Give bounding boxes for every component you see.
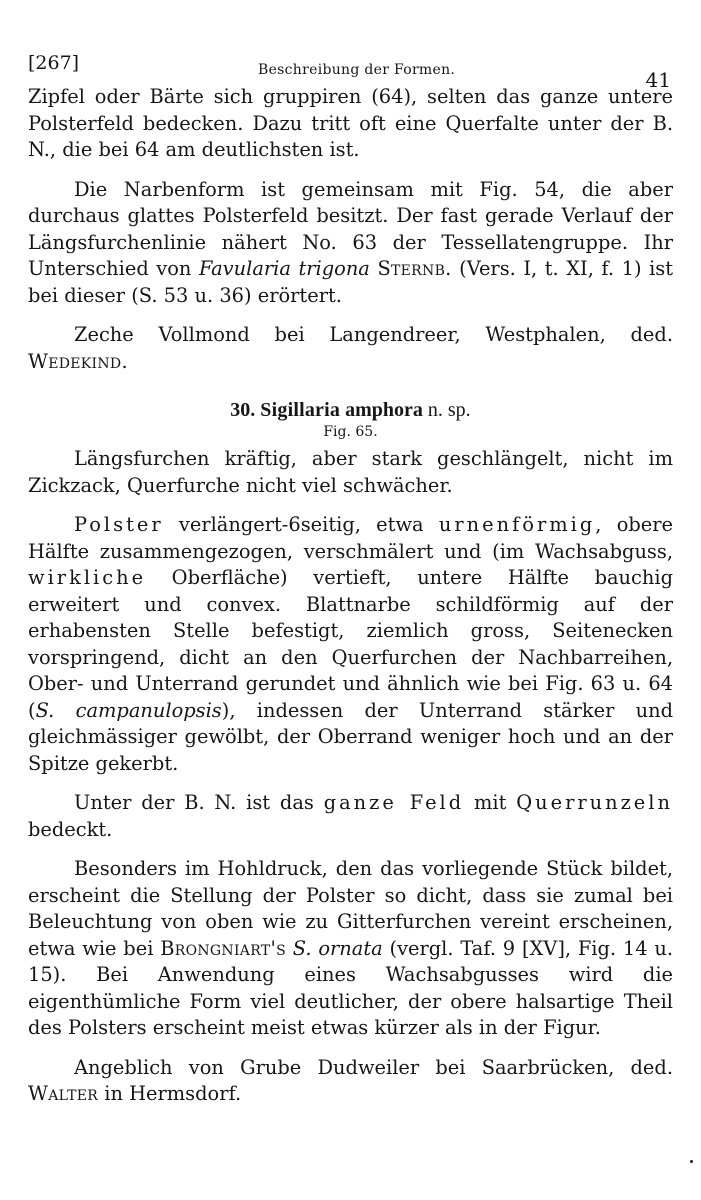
spaced-term: ganze Feld bbox=[323, 791, 465, 814]
paragraph-laengsfurchen: Längsfurchen kräftig, aber stark geschlängelt, nicht im Zickzack, Querfurche nicht viel schwächer. bbox=[28, 447, 673, 497]
speck-mark bbox=[690, 1160, 693, 1163]
paragraph-hohldruck bbox=[28, 856, 673, 1042]
paragraph-text: verlängert-6seitig, etwa bbox=[163, 513, 439, 536]
section-heading bbox=[28, 399, 673, 422]
paragraph-polster bbox=[28, 512, 673, 777]
paragraph-text: Oberfläche) vertieft, untere Hälfte bauchig erweitert und convex. Blattnarbe schildförmig auf der erhabensten Stelle befestigt, ziemlich gross, Seitenecken vorspringend, dicht an den Querfurchen der Nachbarreihen, Ober- und Unterrand gerundet und ähnlich wie bei Fig. 63 u. 64 ( bbox=[28, 566, 673, 722]
paragraph-fundort bbox=[28, 1055, 673, 1108]
spaced-term: wirkliche bbox=[28, 566, 147, 589]
paragraph-text: (vergl. Taf. 9 [XV], Fig. 14 u. 15). Bei Anwendung eines Wachsabgusses wird die eigenthümliche Form viel deutlicher, der obere halsartige Theil des Polsters erscheint meist etwas kürzer als in der Figur. bbox=[28, 936, 674, 1039]
page-header bbox=[28, 0, 673, 92]
spaced-term: Polster bbox=[74, 513, 164, 536]
species-suffix: n. sp. bbox=[427, 399, 471, 421]
page-reference: [267] bbox=[28, 52, 80, 74]
figure-reference: Fig. 65. bbox=[323, 424, 378, 440]
species-epithet: amphora bbox=[345, 399, 423, 421]
spaced-term: Querrunzeln bbox=[516, 791, 673, 814]
section-number: 30. bbox=[230, 399, 256, 421]
genus-name: Sigillaria bbox=[260, 399, 341, 421]
paragraph-locality bbox=[28, 322, 673, 375]
page-number: 41 bbox=[645, 68, 671, 92]
locality-text: Zeche Vollmond bei Langendreer, Westphalen, ded. bbox=[74, 323, 673, 346]
paragraph-text: (Vers. I, t. XI, f. 1) ist bei dieser (S. 53 u. 36) erörtert. bbox=[28, 257, 674, 307]
paragraph-continuation: Zipfel oder Bärte sich gruppiren (64), selten das ganze untere Polsterfeld bedecken. Dazu tritt oft eine Querfalte unter der B. N., die bei 64 am deutlichsten ist. bbox=[28, 85, 673, 161]
paragraph-text: bedeckt. bbox=[28, 817, 113, 841]
paragraph-text: Unter der B. N. ist das bbox=[74, 791, 324, 814]
page bbox=[28, 0, 673, 1108]
spaced-term: urnenförmig bbox=[438, 513, 596, 536]
species-name: S. campanulopsis bbox=[35, 698, 222, 722]
collector-name: Walter bbox=[28, 1082, 99, 1105]
paragraph-narbenform bbox=[28, 177, 673, 310]
paragraph-text: Die Narbenform ist gemeinsam mit Fig. 54, die aber durchaus glattes Polsterfeld besitzt. Der fast gerade Verlauf der Längsfurchenlinie nähert No. 63 der Tessellatengruppe. Ihr Unterschied von bbox=[28, 177, 673, 280]
paragraph-text: , obere Hälfte zusammengezogen, verschmälert und (im Wachsabguss, bbox=[28, 513, 674, 563]
paragraph-text: ), indessen der Unterrand stärker und gleichmässiger gewölbt, der Oberrand weniger hoch und an der Spitze gekerbt. bbox=[28, 698, 674, 775]
collector-name: Wedekind. bbox=[28, 349, 128, 373]
species-name: Favularia trigona bbox=[198, 257, 370, 280]
paragraph-text: mit bbox=[464, 791, 517, 814]
species-name: S. ornata bbox=[292, 936, 383, 960]
paragraph-text bbox=[286, 937, 293, 960]
running-title: Beschreibung der Formen. bbox=[258, 62, 456, 78]
author-name: Brongniart's bbox=[160, 936, 286, 960]
paragraph-text: Besonders im Hohldruck, den das vorliegende Stück bildet, erscheint die Stellung der Polster so dicht, dass sie zumal bei Beleuchtung von oben wie zu Gitterfurchen vereint erscheinen, etwa wie bei bbox=[28, 857, 673, 960]
paragraph-querrunzeln bbox=[28, 790, 673, 843]
locality-text: Angeblich von Grube Dudweiler bei Saarbrücken, ded. bbox=[74, 1055, 673, 1079]
locality-text: in Hermsdorf. bbox=[98, 1082, 242, 1105]
author-name: Sternb. bbox=[377, 257, 452, 280]
